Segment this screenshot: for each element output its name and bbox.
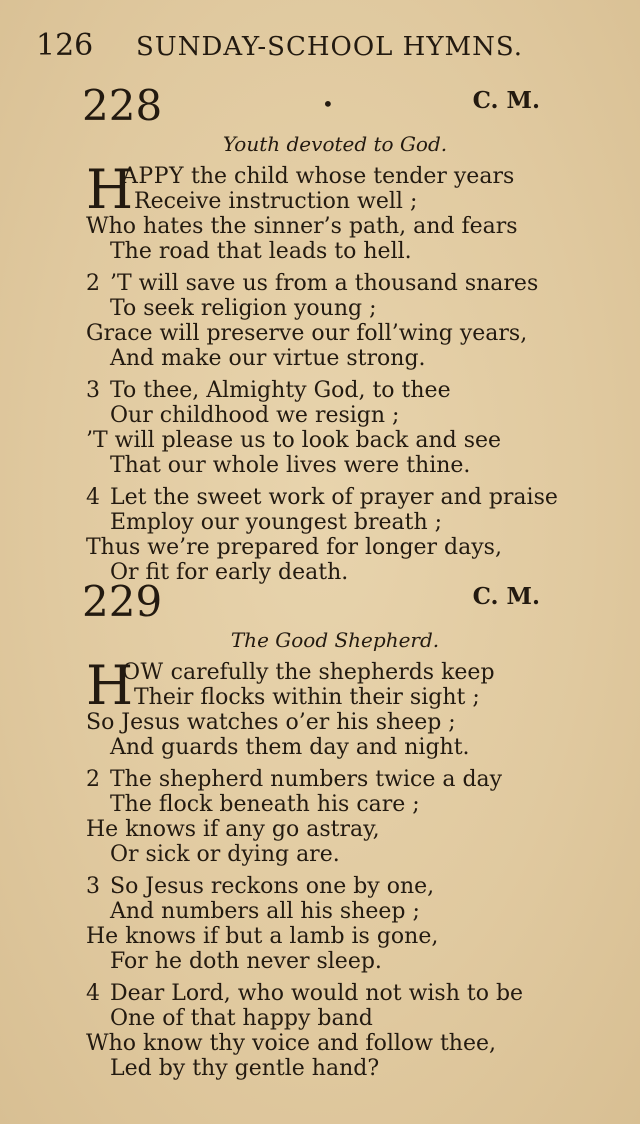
verse-line: The flock beneath his care ;: [110, 792, 420, 817]
verse-line: That our whole lives were thine.: [110, 453, 471, 478]
verse-3: [0, 874, 640, 974]
hymn-header: [0, 578, 640, 626]
small-caps-word: APPY: [122, 164, 185, 189]
verse-line: [0, 164, 640, 189]
hymn-228: [0, 82, 640, 592]
verse-number: 3: [86, 874, 100, 899]
hymn-number: 229: [82, 577, 163, 626]
verse-number: 2: [86, 271, 100, 296]
verse-line: Or fit for early death.: [110, 560, 349, 585]
verse-line: 4 Let the sweet work of prayer and praise: [86, 485, 558, 510]
verse-line: 4 Dear Lord, who would not wish to be: [86, 981, 524, 1006]
verse-1: [0, 158, 640, 264]
verse-line: Their flocks within their sight ;: [134, 685, 480, 710]
verse-line: [0, 660, 640, 685]
verse-line: Grace will preserve our foll’wing years,: [86, 321, 528, 346]
hymn-verses: [0, 654, 640, 1081]
verse-number: 4: [86, 981, 100, 1006]
verse-line: Thus we’re prepared for longer days,: [86, 535, 502, 560]
verse-line: The road that leads to hell.: [110, 239, 412, 264]
verse-line: One of that happy band: [110, 1006, 373, 1031]
hymn-header: [0, 82, 640, 130]
verse-line: Who hates the sinner’s path, and fears: [86, 214, 518, 239]
verse-line: And guards them day and night.: [110, 735, 470, 760]
book-title: SUNDAY-SCHOOL HYMNS.: [136, 32, 524, 62]
hymn-229: [0, 578, 640, 1088]
verse-1: [0, 654, 640, 760]
hymn-subtitle: The Good Shepherd.: [230, 628, 440, 652]
line-text: carefully the shepherds keep: [163, 660, 495, 685]
verse-line: And numbers all his sheep ;: [110, 899, 420, 924]
verse-2: [0, 767, 640, 867]
verse-line: Led by thy gentle hand?: [110, 1056, 380, 1081]
verse-line: 3 To thee, Almighty God, to thee: [86, 378, 451, 403]
hymn-meter: C. M.: [472, 87, 540, 114]
verse-line: He knows if any go astray,: [86, 817, 380, 842]
line-text: the child whose tender years: [184, 164, 515, 189]
verse-line: Or sick or dying are.: [110, 842, 340, 867]
hymn-subtitle: Youth devoted to God.: [222, 132, 448, 156]
verse-line: Who know thy voice and follow thee,: [86, 1031, 496, 1056]
hymn-verses: [0, 158, 640, 585]
verse-line: To seek religion young ;: [110, 296, 377, 321]
verse-line: Our childhood we resign ;: [110, 403, 400, 428]
verse-line: Employ our youngest breath ;: [110, 510, 443, 535]
verse-line: For he doth never sleep.: [110, 949, 382, 974]
verse-line: 2 ’T will save us from a thousand snares: [86, 271, 539, 296]
verse-2: [0, 271, 640, 371]
verse-number: 4: [86, 485, 100, 510]
verse-line: He knows if but a lamb is gone,: [86, 924, 439, 949]
verse-number: 2: [86, 767, 100, 792]
hymn-meter: C. M.: [472, 583, 540, 610]
page-number: 126: [36, 28, 94, 63]
verse-number: 3: [86, 378, 100, 403]
verse-4: [0, 981, 640, 1081]
verse-line: Receive instruction well ;: [134, 189, 418, 214]
verse-line: 3 So Jesus reckons one by one,: [86, 874, 435, 899]
running-head: [36, 26, 523, 67]
small-caps-word: OW: [122, 660, 164, 685]
drop-cap-initial: H: [86, 158, 134, 221]
verse-3: [0, 378, 640, 478]
verse-4: [0, 485, 640, 585]
verse-line: 2 The shepherd numbers twice a day: [86, 767, 503, 792]
drop-cap-initial: H: [86, 654, 134, 717]
verse-line: So Jesus watches o’er his sheep ;: [86, 710, 456, 735]
verse-line: ’T will please us to look back and see: [86, 428, 502, 453]
verse-line: And make our virtue strong.: [110, 346, 426, 371]
hymn-number: 228: [82, 81, 163, 130]
printer-mark: •: [322, 92, 334, 116]
